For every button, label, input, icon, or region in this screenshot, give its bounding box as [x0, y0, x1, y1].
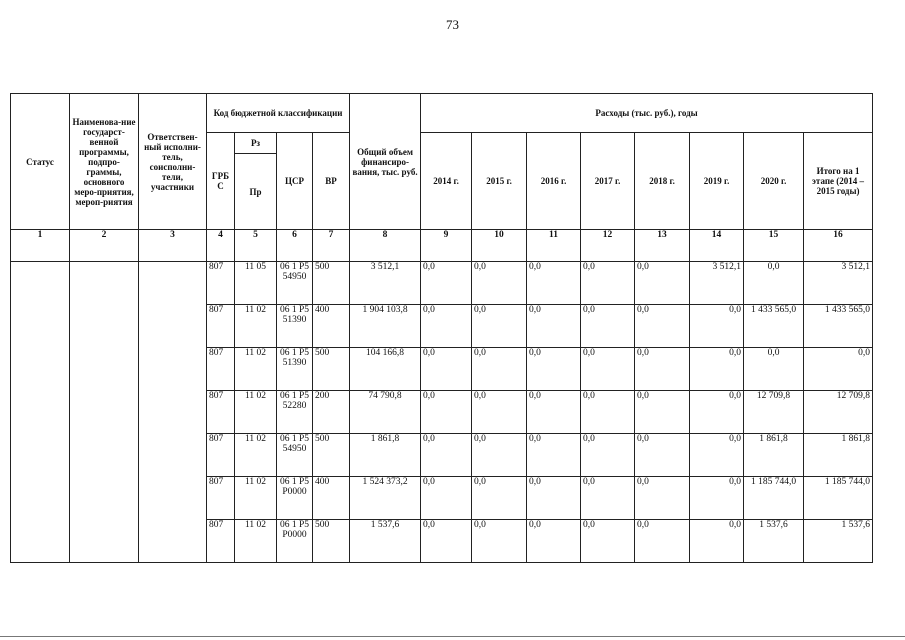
year-2017-cell: 0,0 [581, 391, 635, 434]
year-2014-cell: 0,0 [421, 520, 472, 563]
year-2020-cell: 1 185 744,0 [744, 477, 804, 520]
column-number: 14 [690, 230, 744, 262]
header-year-2016: 2016 г. [527, 133, 581, 230]
header-program-name: Наименова-ние государст-венной программы, подпро-граммы, основного меро-приятия, мероп-риятия [70, 94, 139, 230]
year-2015-cell: 0,0 [472, 305, 527, 348]
year-2015-cell: 0,0 [472, 262, 527, 305]
program-name-cell-empty [70, 262, 139, 563]
year-2019-cell: 0,0 [690, 391, 744, 434]
year-2016-cell: 0,0 [527, 262, 581, 305]
header-expenses: Расходы (тыс. руб.), годы [421, 94, 873, 133]
header-rz: Рз [235, 133, 277, 154]
column-number: 2 [70, 230, 139, 262]
grbs-cell: 807 [207, 348, 235, 391]
year-2018-cell: 0,0 [635, 391, 690, 434]
header-responsible: Ответствен-ный исполни-тель, соисполни-тели, участники [139, 94, 207, 230]
year-2018-cell: 0,0 [635, 262, 690, 305]
year-2019-cell: 0,0 [690, 348, 744, 391]
year-2015-cell: 0,0 [472, 348, 527, 391]
year-2015-cell: 0,0 [472, 391, 527, 434]
year-2018-cell: 0,0 [635, 434, 690, 477]
header-stage-total: Итого на 1 этапе (2014 – 2015 годы) [804, 133, 873, 230]
header-vr: ВР [313, 133, 350, 230]
year-2018-cell: 0,0 [635, 348, 690, 391]
vr-cell: 500 [313, 348, 350, 391]
year-2015-cell: 0,0 [472, 434, 527, 477]
rzpr-cell: 11 02 [235, 391, 277, 434]
total-cell: 74 790,8 [350, 391, 421, 434]
year-2016-cell: 0,0 [527, 305, 581, 348]
total-cell: 1 524 373,2 [350, 477, 421, 520]
status-cell-empty [11, 262, 70, 563]
rzpr-cell: 11 02 [235, 348, 277, 391]
year-2014-cell: 0,0 [421, 391, 472, 434]
grbs-cell: 807 [207, 477, 235, 520]
year-2020-cell: 1 537,6 [744, 520, 804, 563]
total-cell: 1 904 103,8 [350, 305, 421, 348]
csr-cell: 06 1 Р5 54950 [277, 434, 313, 477]
year-2020-cell: 12 709,8 [744, 391, 804, 434]
year-2017-cell: 0,0 [581, 305, 635, 348]
csr-cell: 06 1 Р5 51390 [277, 305, 313, 348]
csr-cell: 06 1 Р5 Р0000 [277, 520, 313, 563]
rzpr-cell: 11 02 [235, 434, 277, 477]
column-number: 3 [139, 230, 207, 262]
year-2019-cell: 0,0 [690, 305, 744, 348]
csr-cell: 06 1 Р5 52280 [277, 391, 313, 434]
year-2016-cell: 0,0 [527, 477, 581, 520]
csr-cell: 06 1 Р5 Р0000 [277, 477, 313, 520]
page-number: 73 [446, 17, 459, 32]
column-number: 4 [207, 230, 235, 262]
column-number: 6 [277, 230, 313, 262]
rzpr-cell: 11 02 [235, 305, 277, 348]
column-number: 5 [235, 230, 277, 262]
rzpr-cell: 11 05 [235, 262, 277, 305]
column-number: 11 [527, 230, 581, 262]
grbs-cell: 807 [207, 434, 235, 477]
year-2014-cell: 0,0 [421, 434, 472, 477]
vr-cell: 500 [313, 434, 350, 477]
year-2015-cell: 0,0 [472, 520, 527, 563]
vr-cell: 400 [313, 305, 350, 348]
table-row [11, 262, 873, 305]
column-number: 12 [581, 230, 635, 262]
csr-cell: 06 1 Р5 54950 [277, 262, 313, 305]
total-cell: 104 166,8 [350, 348, 421, 391]
year-2019-cell: 0,0 [690, 520, 744, 563]
vr-cell: 500 [313, 262, 350, 305]
header-year-2015: 2015 г. [472, 133, 527, 230]
rzpr-cell: 11 02 [235, 520, 277, 563]
column-number: 1 [11, 230, 70, 262]
column-number: 7 [313, 230, 350, 262]
year-2014-cell: 0,0 [421, 262, 472, 305]
year-2017-cell: 0,0 [581, 520, 635, 563]
column-number: 13 [635, 230, 690, 262]
year-2017-cell: 0,0 [581, 434, 635, 477]
budget-table [10, 93, 873, 563]
header-pr: Пр [235, 154, 277, 230]
header-year-2018: 2018 г. [635, 133, 690, 230]
year-2014-cell: 0,0 [421, 348, 472, 391]
header-year-2014: 2014 г. [421, 133, 472, 230]
column-number: 9 [421, 230, 472, 262]
header-year-2017: 2017 г. [581, 133, 635, 230]
grbs-cell: 807 [207, 262, 235, 305]
grbs-cell: 807 [207, 391, 235, 434]
column-number: 10 [472, 230, 527, 262]
header-grbs: ГРБ С [207, 133, 235, 230]
header-budget-code: Код бюджетной классификации [207, 94, 350, 133]
header-status: Статус [11, 94, 70, 230]
year-2019-cell: 3 512,1 [690, 262, 744, 305]
stage-total-cell: 12 709,8 [804, 391, 873, 434]
column-number: 8 [350, 230, 421, 262]
stage-total-cell: 3 512,1 [804, 262, 873, 305]
year-2016-cell: 0,0 [527, 520, 581, 563]
header-csr: ЦСР [277, 133, 313, 230]
column-number-row [11, 230, 873, 262]
csr-cell: 06 1 Р5 51390 [277, 348, 313, 391]
total-cell: 3 512,1 [350, 262, 421, 305]
total-cell: 1 537,6 [350, 520, 421, 563]
year-2014-cell: 0,0 [421, 477, 472, 520]
year-2017-cell: 0,0 [581, 348, 635, 391]
year-2014-cell: 0,0 [421, 305, 472, 348]
grbs-cell: 807 [207, 305, 235, 348]
year-2020-cell: 0,0 [744, 348, 804, 391]
stage-total-cell: 1 185 744,0 [804, 477, 873, 520]
stage-total-cell: 0,0 [804, 348, 873, 391]
year-2018-cell: 0,0 [635, 520, 690, 563]
year-2016-cell: 0,0 [527, 391, 581, 434]
responsible-cell-empty [139, 262, 207, 563]
grbs-cell: 807 [207, 520, 235, 563]
column-number: 16 [804, 230, 873, 262]
year-2016-cell: 0,0 [527, 434, 581, 477]
header-total-volume: Общий объем финансиро-вания, тыс. руб. [350, 94, 421, 230]
year-2020-cell: 0,0 [744, 262, 804, 305]
page-edge-line [0, 636, 905, 637]
stage-total-cell: 1 861,8 [804, 434, 873, 477]
header-year-2019: 2019 г. [690, 133, 744, 230]
stage-total-cell: 1 537,6 [804, 520, 873, 563]
header-year-2020: 2020 г. [744, 133, 804, 230]
year-2018-cell: 0,0 [635, 477, 690, 520]
year-2020-cell: 1 433 565,0 [744, 305, 804, 348]
year-2018-cell: 0,0 [635, 305, 690, 348]
total-cell: 1 861,8 [350, 434, 421, 477]
year-2020-cell: 1 861,8 [744, 434, 804, 477]
vr-cell: 400 [313, 477, 350, 520]
vr-cell: 200 [313, 391, 350, 434]
year-2015-cell: 0,0 [472, 477, 527, 520]
year-2019-cell: 0,0 [690, 434, 744, 477]
stage-total-cell: 1 433 565,0 [804, 305, 873, 348]
year-2019-cell: 0,0 [690, 477, 744, 520]
year-2017-cell: 0,0 [581, 262, 635, 305]
year-2016-cell: 0,0 [527, 348, 581, 391]
rzpr-cell: 11 02 [235, 477, 277, 520]
vr-cell: 500 [313, 520, 350, 563]
year-2017-cell: 0,0 [581, 477, 635, 520]
column-number: 15 [744, 230, 804, 262]
